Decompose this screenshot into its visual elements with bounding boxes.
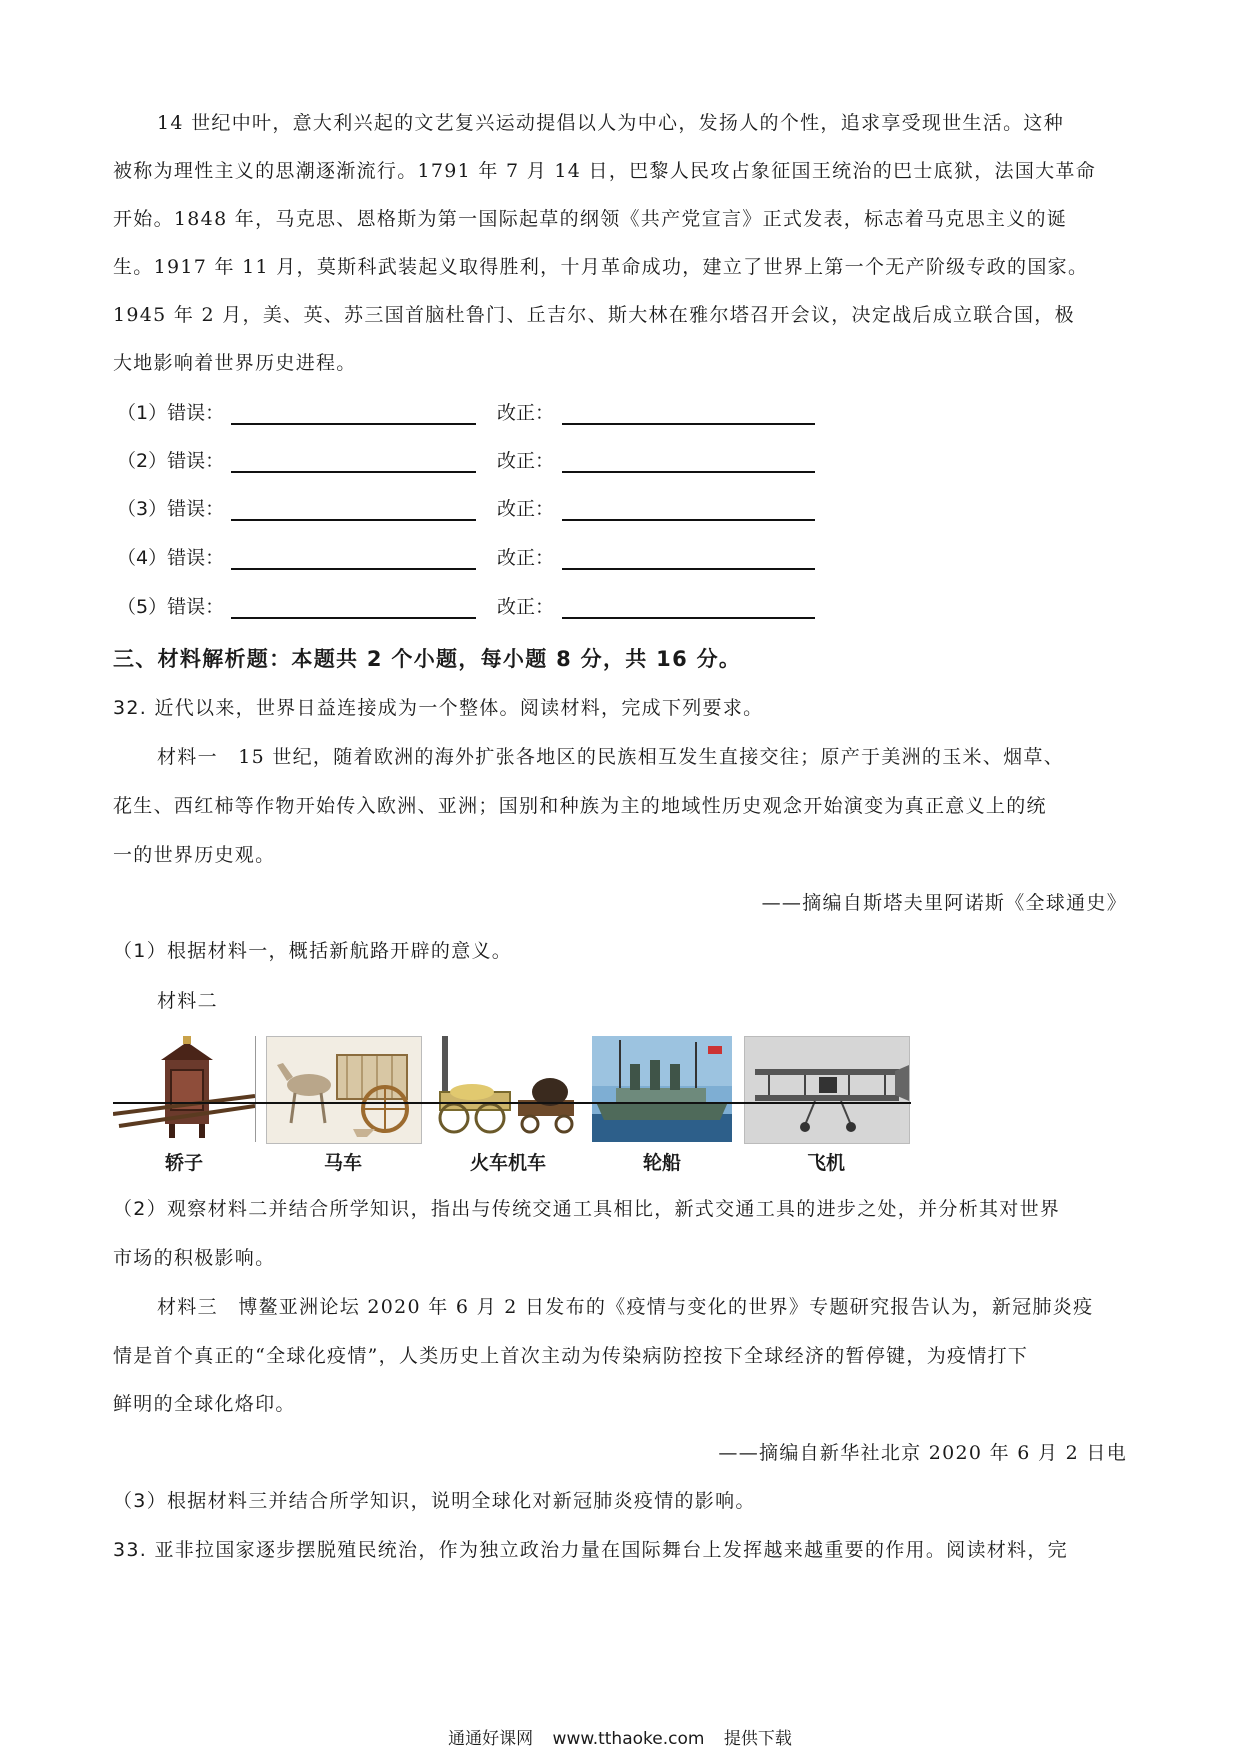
fix-blank[interactable] [562, 471, 815, 473]
material-1-line-1: 材料一 15 世纪，随着欧洲的海外扩张各地区的民族相互发生直接交往；原产于美洲的玉米、烟草、 [157, 746, 1065, 768]
footer-url-link[interactable]: www.tthaoke.com [552, 1729, 705, 1749]
passage-line-3: 开始。1848 年，马克思、恩格斯为第一国际起草的纲领《共产党宣言》正式发表，标志着马克思主义的诞 [113, 208, 1068, 230]
fix-label: 改正： [497, 547, 555, 569]
passage-line-5: 1945 年 2 月，美、英、苏三国首脑杜鲁门、丘吉尔、斯大林在雅尔塔召开会议，决定战后成立联合国，极 [113, 304, 1075, 326]
error-blank[interactable] [231, 423, 476, 425]
fix-label: 改正： [497, 402, 555, 424]
fix-blank[interactable] [562, 519, 815, 521]
caption-horse-carriage: 马车 [323, 1152, 362, 1174]
question-32: 32. 近代以来，世界日益连接成为一个整体。阅读材料，完成下列要求。 [113, 697, 764, 719]
fix-label: 改正： [497, 450, 555, 472]
horse-carriage-image [266, 1036, 422, 1144]
sedan-chair-image [113, 1036, 256, 1142]
material-3-line-2: 情是首个真正的“全球化疫情”，人类历史上首次主动为传染病防控按下全球经济的暂停键，为疫情打下 [113, 1345, 1029, 1367]
error-label: （4）错误： [117, 547, 225, 569]
locomotive-image [432, 1036, 582, 1142]
steamship-image [592, 1036, 732, 1142]
caption-airplane: 飞机 [806, 1152, 845, 1174]
error-label: （2）错误： [117, 450, 225, 472]
question-33: 33. 亚非拉国家逐步摆脱殖民统治，作为独立政治力量在国际舞台上发挥越来越重要的作用。阅读材料，完 [113, 1539, 1068, 1561]
material-1-source: ——摘编自斯塔夫里阿诺斯《全球通史》 [761, 892, 1127, 914]
material-3-line-1: 材料三 博鳌亚洲论坛 2020 年 6 月 2 日发布的《疫情与变化的世界》专题研究报告认为，新冠肺炎疫 [157, 1296, 1094, 1318]
caption-locomotive: 火车机车 [469, 1152, 546, 1174]
subquestion-2-line-1: （2）观察材料二并结合所学知识，指出与传统交通工具相比，新式交通工具的进步之处，并分析其对世界 [113, 1198, 1061, 1220]
error-blank[interactable] [231, 519, 476, 521]
subquestion-3: （3）根据材料三并结合所学知识，说明全球化对新冠肺炎疫情的影响。 [113, 1490, 756, 1512]
page-footer [0, 1724, 1240, 1749]
material-3-source: ——摘编自新华社北京 2020 年 6 月 2 日电 [718, 1442, 1127, 1464]
passage-line-2: 被称为理性主义的思潮逐渐流行。1791 年 7 月 14 日，巴黎人民攻占象征国王统治的巴士底狱，法国大革命 [113, 160, 1097, 182]
fix-label: 改正： [497, 498, 555, 520]
footer-note: 提供下载 [723, 1729, 792, 1749]
error-label: （3）错误： [117, 498, 225, 520]
passage-line-1: 14 世纪中叶，意大利兴起的文艺复兴运动提倡以人为中心，发扬人的个性，追求享受现世生活。这种 [157, 112, 1065, 134]
error-blank[interactable] [231, 471, 476, 473]
caption-steamship: 轮船 [642, 1152, 681, 1174]
subquestion-2-line-2: 市场的积极影响。 [113, 1247, 276, 1269]
passage-line-4: 生。1917 年 11 月，莫斯科武装起义取得胜利，十月革命成功，建立了世界上第一个无产阶级专政的国家。 [113, 256, 1089, 278]
passage-line-6: 大地影响着世界历史进程。 [113, 352, 357, 374]
fix-blank[interactable] [562, 568, 815, 570]
section-heading: 三、材料解析题：本题共 2 个小题，每小题 8 分，共 16 分。 [113, 647, 742, 671]
material-1-line-2: 花生、西红柿等作物开始传入欧洲、亚洲；国别和种族为主的地域性历史观念开始演变为真正意义上的统 [113, 795, 1047, 817]
footer-site-name: 通通好课网 [448, 1729, 534, 1749]
error-blank[interactable] [231, 568, 476, 570]
error-blank[interactable] [231, 617, 476, 619]
fix-blank[interactable] [562, 617, 815, 619]
fix-label: 改正： [497, 596, 555, 618]
timeline-axis [113, 1102, 911, 1104]
subquestion-1: （1）根据材料一，概括新航路开辟的意义。 [113, 940, 513, 962]
fix-blank[interactable] [562, 423, 815, 425]
error-label: （1）错误： [117, 402, 225, 424]
caption-sedan-chair: 轿子 [164, 1152, 203, 1174]
material-2-label: 材料二 [157, 990, 218, 1012]
error-label: （5）错误： [117, 596, 225, 618]
material-3-line-3: 鲜明的全球化烙印。 [113, 1393, 296, 1415]
material-1-line-3: 一的世界历史观。 [113, 844, 276, 866]
airplane-image [744, 1036, 910, 1144]
